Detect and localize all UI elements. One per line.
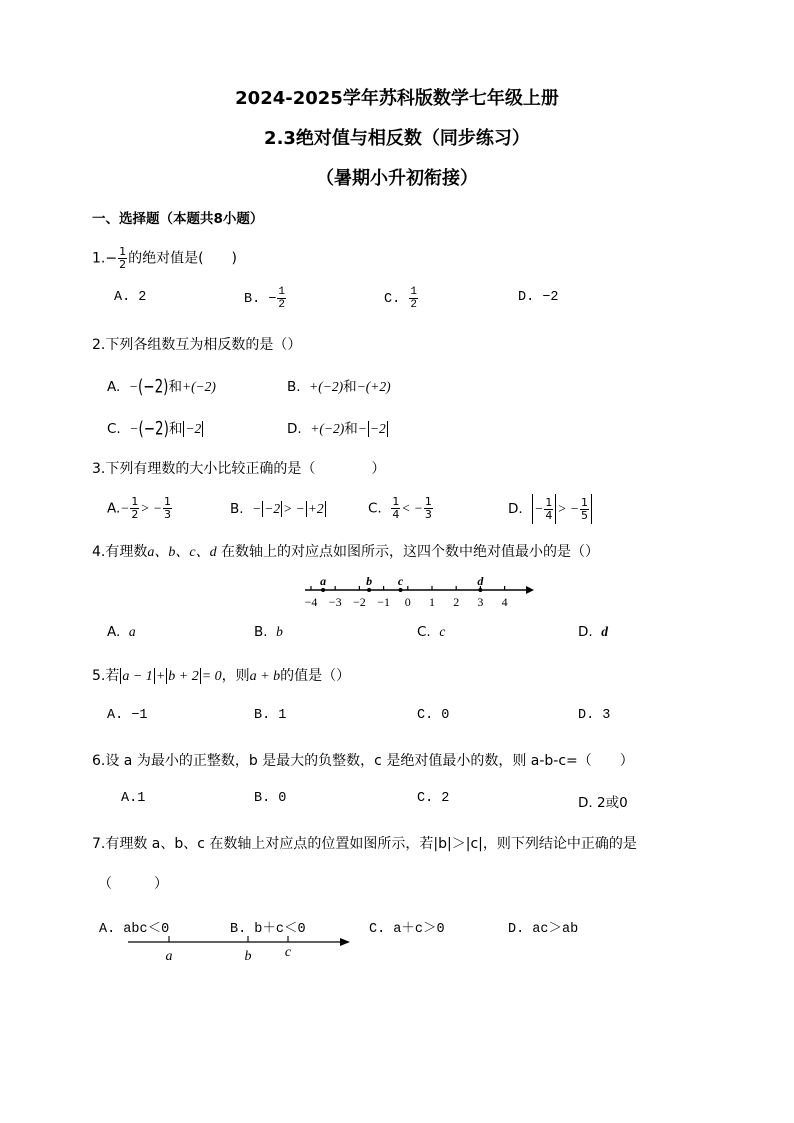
q5-option-b[interactable]: B. 1 — [254, 708, 287, 723]
q3-option-c[interactable]: C. $\frac{1}{4}$ < − $\frac{1}{3}$ — [368, 495, 432, 521]
q1-option-a[interactable]: A. 2 — [114, 290, 147, 305]
q4-option-d[interactable]: D. d — [578, 624, 609, 640]
q2-option-d[interactable]: D. +(−2)和− −2 — [287, 421, 386, 437]
document-subtitle: 2.3绝对值与相反数（同步练习） — [264, 128, 530, 149]
document-subtitle-note: （暑期小升初衔接） — [316, 168, 478, 189]
q2-option-a[interactable]: A. −(−2)和+(−2) — [107, 376, 216, 398]
q1-option-b[interactable]: B. − $\frac{1}{2}$ — [244, 286, 286, 311]
point-label-b: b — [366, 574, 373, 588]
q7-option-a[interactable]: A. abc＜0 — [99, 922, 170, 937]
axis-tick-label: 2 — [453, 595, 460, 609]
question-3-stem: 3.下列有理数的大小比较正确的是（ ） — [92, 461, 386, 477]
point-d — [478, 588, 482, 592]
question-2-stem: 2.下列各组数互为相反数的是（） — [92, 337, 302, 353]
point-label-c: c — [284, 945, 292, 960]
q4-number-line — [298, 574, 534, 614]
axis-tick-label: 3 — [477, 595, 484, 609]
q7-option-d[interactable]: D. ac＞ab — [508, 922, 579, 937]
point-label-d: d — [477, 574, 484, 588]
axis-tick-label: −3 — [328, 595, 342, 609]
q7-option-b[interactable]: B. b＋c＜0 — [230, 922, 306, 937]
section-heading: 一、选择题（本题共8小题） — [92, 211, 264, 227]
question-7-stem: 7.有理数 a、b、c 在数轴上对应点的位置如图所示，若|b|＞|c|，则下列结论中正确的是 — [92, 836, 637, 852]
q6-option-a[interactable]: A.1 — [121, 791, 146, 806]
q4-option-a[interactable]: A. a — [107, 624, 136, 640]
question-number: 1. — [92, 250, 106, 267]
axis-tick-label: −1 — [377, 595, 390, 609]
axis-tick-label: 4 — [501, 595, 508, 609]
point-b — [367, 588, 371, 592]
q3-option-a[interactable]: A.− $\frac{1}{2}$ > − $\frac{1}{3}$ — [107, 495, 172, 521]
point-label-a: a — [320, 574, 327, 588]
q5-option-c[interactable]: C. 0 — [417, 708, 450, 723]
point-a — [321, 588, 325, 592]
point-c — [399, 588, 403, 592]
point-label-a: a — [165, 949, 173, 964]
q7-number-line — [124, 932, 354, 966]
document-title: 2024-2025学年苏科版数学七年级上册 — [235, 88, 559, 109]
axis-tick-label: −2 — [353, 595, 366, 609]
minus-sign: − — [105, 250, 118, 267]
q4-option-c[interactable]: C. c — [417, 624, 446, 640]
question-6-stem: 6.设 a 为最小的正整数，b 是最大的负整数，c 是绝对值最小的数，则 a-b-c=（ ） — [92, 753, 634, 769]
fraction: $\frac{1}{2}$ — [119, 245, 127, 271]
question-1-stem — [92, 246, 237, 271]
axis-tick-label: −4 — [304, 595, 318, 609]
question-4-stem: 4.有理数a、b、c、d 在数轴上的对应点如图所示，这四个数中绝对值最小的是（） — [92, 544, 600, 560]
point-label-c: c — [397, 574, 404, 588]
axis-tick-label: 0 — [404, 595, 411, 609]
q1-option-d[interactable]: D. −2 — [518, 290, 559, 305]
q6-option-c[interactable]: C. 2 — [417, 791, 450, 806]
axis-tick-label: 1 — [429, 595, 435, 609]
q6-option-b[interactable]: B. 0 — [254, 791, 287, 806]
question-text: 的绝对值是( ) — [128, 250, 238, 267]
question-7-blank: （ ） — [98, 876, 168, 892]
q2-option-b[interactable]: B. +(−2)和−(+2) — [287, 379, 391, 395]
question-5-stem: 5.若 a − 1 + b + 2 = 0，则a + b的值是（） — [92, 668, 351, 684]
q3-option-b[interactable]: B. − −2 > − +2 — [230, 501, 324, 517]
q4-option-b[interactable]: B. b — [254, 624, 283, 640]
point-label-b: b — [244, 949, 252, 964]
q5-option-a[interactable]: A. −1 — [107, 708, 148, 723]
q5-option-d[interactable]: D. 3 — [578, 708, 611, 723]
q7-option-c[interactable]: C. a＋c＞0 — [369, 922, 445, 937]
q2-option-c[interactable]: C. −(−2)和 −2 — [107, 418, 202, 440]
q3-option-d[interactable]: D. − $\frac{1}{4}$ > − $\frac{1}{5}$ — [508, 494, 593, 524]
q6-option-d[interactable]: D. 2或0 — [578, 795, 628, 811]
q1-option-c[interactable]: C. $\frac{1}{2}$ — [384, 286, 417, 311]
